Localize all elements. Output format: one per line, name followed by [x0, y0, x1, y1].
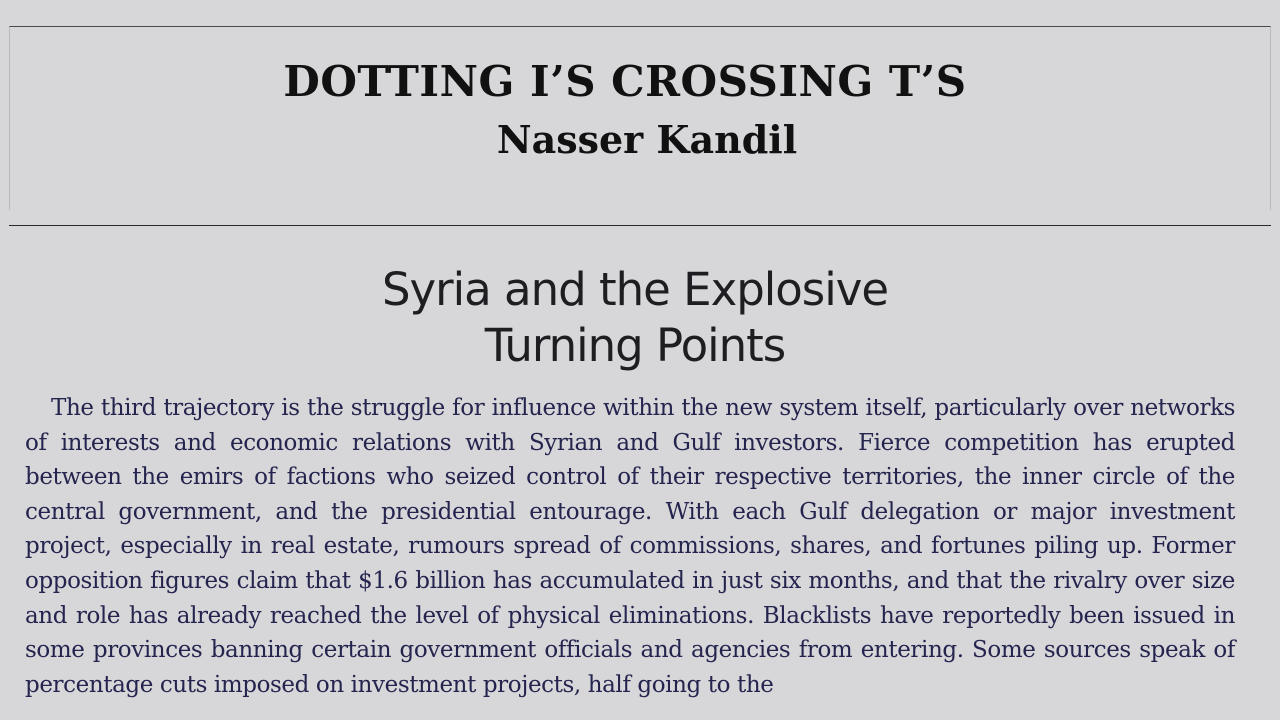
- column-title: DOTTING I’S CROSSING T’S: [283, 57, 967, 106]
- headline-line-2: Turning Points: [484, 319, 786, 372]
- masthead-divider: [9, 225, 1271, 226]
- article-body: The third trajectory is the struggle for influence within the new system itself, particularly over networks of interests and economic relations with Syrian and Gulf investors. Fierce competition has erupted between the emirs of factions who seized control of their respective territories, the inner circle of the central government, and the presidential entourage. With each Gulf delegation or major investment project, especially in real estate, rumours spread of commissions, shares, and fortunes piling up. Former opposition figures claim that $1.6 billion has accumulated in just six months, and that the rivalry over size and role has already reached the level of physical eliminations. Blacklists have reportedly been issued in some provinces banning certain government officials and agencies from entering. Some sources speak of percentage cuts imposed on investment projects, half going to the: [25, 395, 1235, 698]
- headline-line-1: Syria and the Explosive: [381, 263, 889, 316]
- article-headline: [0, 262, 1270, 374]
- author-name: Nasser Kandil: [496, 117, 798, 162]
